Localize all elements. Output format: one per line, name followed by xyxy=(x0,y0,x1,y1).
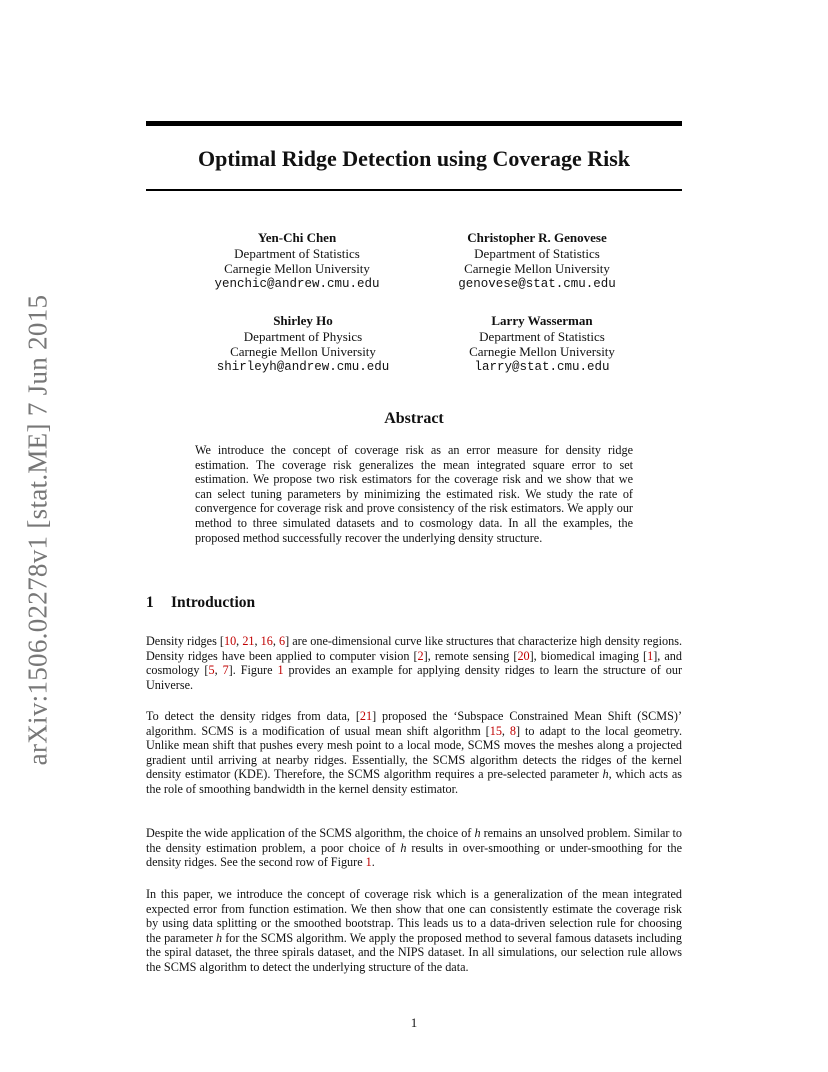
citation-link[interactable]: 20 xyxy=(517,648,530,663)
citation-link[interactable]: 2 xyxy=(417,648,424,663)
citation-link[interactable]: 6 xyxy=(279,634,286,648)
author-block-3 xyxy=(173,313,433,375)
math-symbol-h: h xyxy=(602,767,609,782)
citation-link[interactable]: 10 xyxy=(223,634,237,648)
title-top-rule xyxy=(146,121,682,126)
intro-paragraph-2: To detect the density ridges from data, [21] proposed the ‘Subspace Constrained Mean Shift (SCMS)’ algorithm. SCMS is a modification of usual mean shift algorithm [15, 8] to adapt to the local geometry. Unlike mean shift that pushes every mesh point to a local mode, SCMS moves the meshes along a projected gradient until arriving at nearby ridges. Essentially, the SCMS algorithm detects the ridges of the kernel density estimator (KDE). Therefore, the SCMS algorithm requires a pre-selected parameter h, which acts as the role of smoothing bandwidth in the kernel density estimator. xyxy=(146,709,683,796)
intro-paragraph-1: Density ridges [10, 21, 16, 6] are one-dimensional curve like structures that characterize high density regions. Density ridges have been applied to computer vision [2], remote sensing [20], biomedical imaging [1], and cosmology [5, 7]. Figure 1 provides an example for applying density ridges to learn the structure of our Universe. xyxy=(146,634,683,692)
author-university: Carnegie Mellon University xyxy=(469,344,615,359)
author-email[interactable]: yenchic@andrew.cmu.edu xyxy=(214,276,380,291)
citation-link[interactable]: 1 xyxy=(647,648,654,663)
author-name: Christopher R. Genovese xyxy=(467,230,607,245)
title-bottom-rule xyxy=(146,189,682,191)
math-symbol-h: h xyxy=(215,930,223,945)
section-title: Introduction xyxy=(171,594,256,611)
citation-link[interactable]: 21 xyxy=(242,634,255,648)
abstract-heading: Abstract xyxy=(384,410,444,427)
section-heading xyxy=(146,592,255,614)
section-number: 1 xyxy=(146,594,154,611)
author-department: Department of Statistics xyxy=(479,328,605,344)
author-block-1 xyxy=(167,230,427,292)
citation-link[interactable]: 15 xyxy=(489,723,502,738)
author-department: Department of Statistics xyxy=(474,245,600,261)
figure-reference-link[interactable]: 1 xyxy=(277,663,284,678)
author-department: Department of Statistics xyxy=(234,245,360,261)
math-symbol-h: h xyxy=(400,840,407,855)
figure-reference-link[interactable]: 1 xyxy=(365,855,372,870)
citation-link[interactable]: 21 xyxy=(359,709,373,723)
author-university: Carnegie Mellon University xyxy=(464,261,610,276)
author-email[interactable]: larry@stat.cmu.edu xyxy=(474,359,610,374)
author-university: Carnegie Mellon University xyxy=(224,261,370,276)
author-email[interactable]: shirleyh@andrew.cmu.edu xyxy=(216,359,390,374)
arxiv-sidebar-stamp xyxy=(14,290,62,770)
intro-paragraph-4: In this paper, we introduce the concept of coverage risk which is a generalization of the mean integrated expected error from function estimation. We then show that one can consistently estimate the coverage risk by using data splitting or the smoothed bootstrap. This leads us to a data-driven selection rule for choosing the parameter h for the SCMS algorithm. We apply the proposed method to several famous datasets including the spiral dataset, the three spirals dataset, and the NIPS dataset. In all simulations, our selection rule allows the SCMS algorithm to detect the underlying structure of the data. xyxy=(146,887,682,974)
citation-link[interactable]: 5 xyxy=(208,663,215,678)
math-symbol-h: h xyxy=(474,826,481,840)
author-department: Department of Physics xyxy=(243,328,363,344)
citation-link[interactable]: 7 xyxy=(222,663,229,678)
page-number: 1 xyxy=(410,1015,418,1030)
citation-link[interactable]: 8 xyxy=(509,723,517,738)
author-university: Carnegie Mellon University xyxy=(230,344,376,359)
author-email[interactable]: genovese@stat.cmu.edu xyxy=(458,276,616,291)
abstract-text: We introduce the concept of coverage risk as an error measure for density ridge estimation. The coverage risk generalizes the mean integrated square error to set estimation. We propose two risk estimators for the coverage risk and we show that we can select tuning parameters by minimizing the estimated risk. We study the rate of convergence for coverage risk and prove consistency of the risk estimators. We apply our method to three simulated datasets and to cosmology data. In all the examples, the proposed method successfully recover the underlying density structure. xyxy=(195,443,633,545)
author-name: Shirley Ho xyxy=(273,313,333,328)
paper-title: Optimal Ridge Detection using Coverage Risk xyxy=(197,146,631,171)
author-block-2 xyxy=(407,230,667,292)
citation-link[interactable]: 16 xyxy=(260,634,273,648)
author-block-4 xyxy=(412,313,672,375)
intro-paragraph-3: Despite the wide application of the SCMS algorithm, the choice of h remains an unsolved problem. Similar to the density estimation problem, a poor choice of h results in over-smoothing or under-smoothing for the density ridges. See the second row of Figure 1. xyxy=(146,826,683,870)
author-name: Yen-Chi Chen xyxy=(257,230,337,245)
arxiv-identifier: arXiv:1506.02278v1 [stat.ME] 7 Jun 2015 xyxy=(22,294,53,766)
author-name: Larry Wasserman xyxy=(491,313,593,328)
